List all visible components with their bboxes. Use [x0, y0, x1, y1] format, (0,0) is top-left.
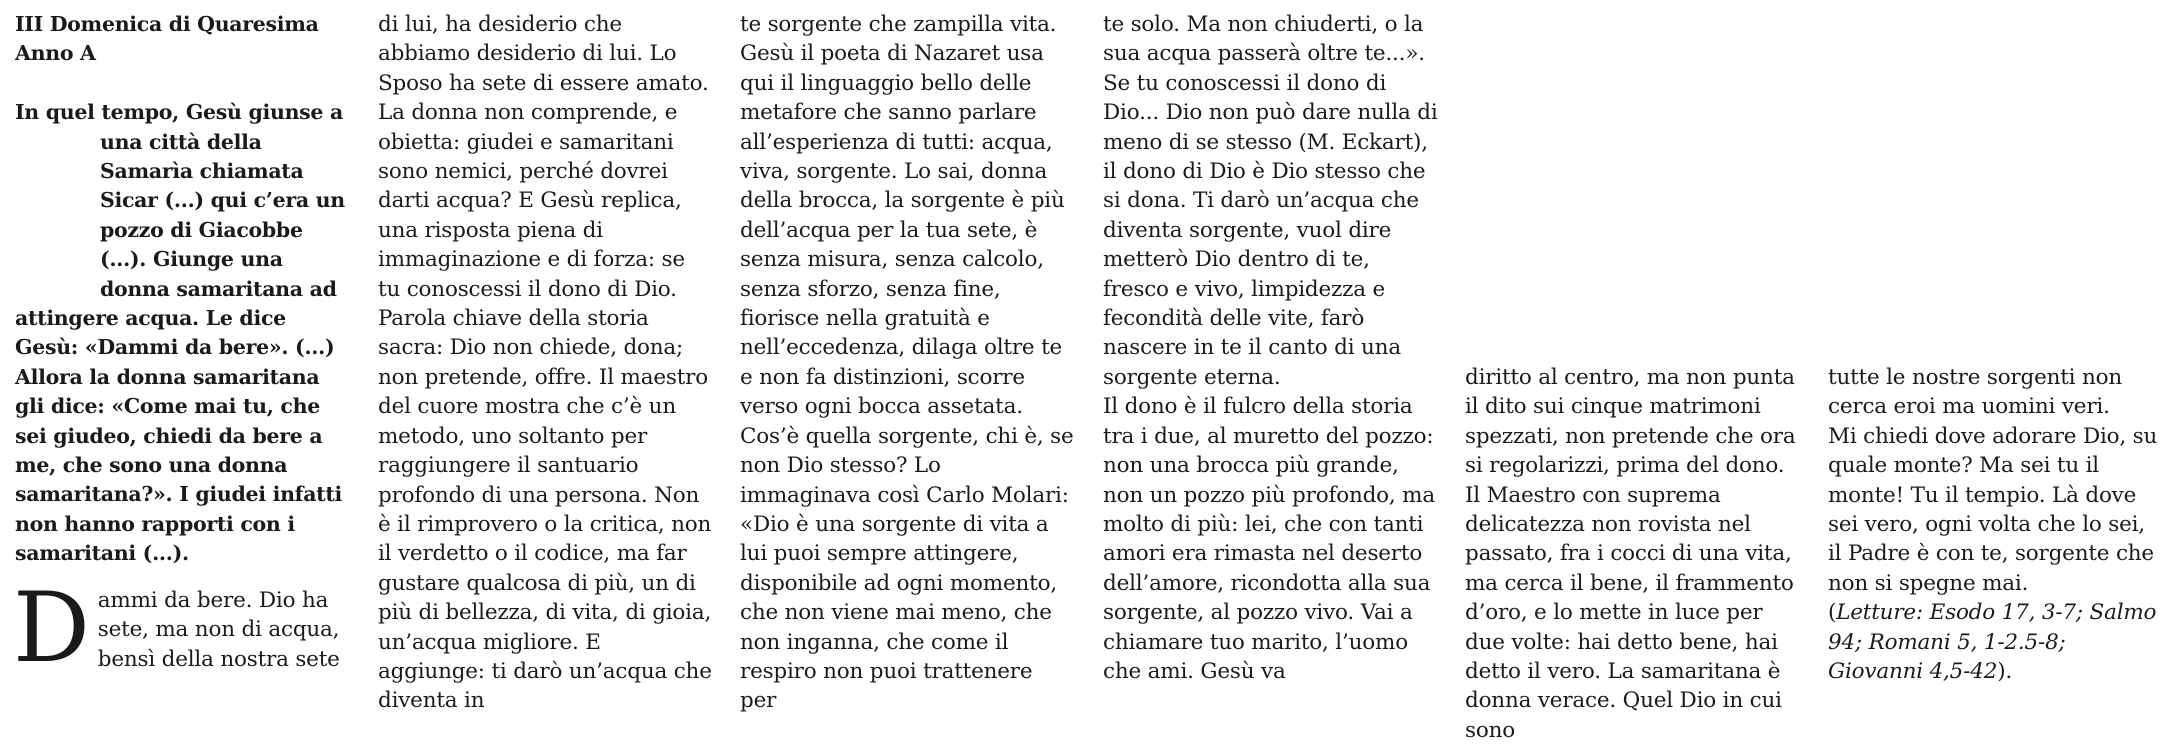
heading-line-2: Anno A	[15, 41, 96, 66]
col4-paragraph-1: te solo. Ma non chiuderti, o la sua acqua passerà oltre te...». Se tu conoscessi il dono di Dio... Dio non può dare nulla di meno di se stesso (M. Eckart), il dono di Dio è Dio stesso che si dona. Ti darò un’acqua che diventa sorgente, vuol dire metterò Dio dentro di te, fresco e vivo, limpidezza e fecondità delle vite, farò nascere in te il canto di una sorgente eterna.	[1103, 12, 1438, 390]
col3-paragraph-2: Cos’è quella sorgente, chi è, se non Dio stesso? Lo immaginava così Carlo Molari: «Dio è una sorgente di vita a lui puoi sempre attingere, disponibile ad ogni momento, che non viene mai meno, che non inganna, che come il respiro non puoi trattenere per	[740, 423, 1074, 714]
column-1	[13, 10, 345, 684]
opening-text: ammi da bere. Dio ha sete, ma non di acqua, bensì della nostra sete	[97, 587, 340, 672]
spacer	[15, 69, 345, 98]
refs-text: Letture: Esodo 17, 3-7; Salmo 94; Romani 5, 1-2.5-8; Giovanni 4,5-42	[1828, 600, 2157, 685]
gospel-rest: attingere acqua. Le dice Gesù: «Dammi da bere». (...) Allora la donna samaritana gli dice: «Come mai tu, che sei giudeo, chiedi da bere a me, che sono una donna samaritana?». I giudei infatti non hanno rapporti con i samaritani (...).	[15, 306, 342, 566]
refs-close: ).	[1997, 659, 2013, 685]
col6-paragraph-1: tutte le nostre sorgenti non cerca eroi ma uomini veri.	[1828, 365, 2123, 420]
heading-line-1: III Domenica di Quaresima	[15, 12, 319, 36]
column-6	[1828, 363, 2163, 686]
col2-text: di lui, ha desiderio che abbiamo desiderio di lui. Lo Sposo ha sete di essere amato. La donna non comprende, e obietta: giudei e samaritani sono nemici, perché dovrei darti acqua? E Gesù replica, una risposta piena di immaginazione e di forza: se tu conoscessi il dono di Dio. Parola chiave della storia sacra: Dio non chiede, dona; non pretende, offre. Il maestro del cuore mostra che c’è un metodo, uno soltanto per raggiungere il santuario profondo di una persona. Non è il rimprovero o la critica, non il verdetto o il codice, ma far gustare qualcosa di più, un di più di bellezza, di vita, di gioia, un’acqua migliore. E aggiunge: ti darò un’acqua che diventa in	[378, 12, 712, 714]
readings-reference	[1828, 598, 2163, 686]
refs-open: (	[1828, 600, 1837, 626]
gospel-first-line: In quel tempo, Gesù giunse a	[15, 100, 343, 125]
column-2	[378, 10, 713, 716]
commentary-opening	[13, 571, 345, 684]
col5-paragraph-2: Il Maestro con suprema delicatezza non rovista nel passato, fra i cocci di una vita, ma cerca il bene, il frammento d’oro, e lo mette in luce per due volte: hai detto bene, hai detto il vero. La samaritana è donna verace. Quel Dio in cui sono	[1465, 482, 1794, 743]
column-3	[740, 10, 1075, 716]
gospel-indented: una città della Samarìa chiamata Sicar (...) qui c’era un pozzo di Giacobbe (...). Giunge una donna samaritana ad	[100, 129, 345, 301]
col5-paragraph-1: diritto al centro, ma non punta il dito sui cinque matrimoni spezzati, non pretende che ora si regolarizzi, prima del dono.	[1465, 365, 1796, 479]
column-5	[1465, 363, 1800, 745]
col4-paragraph-2: Il dono è il fulcro della storia tra i due, al muretto del pozzo: non una brocca più grande, non un pozzo più profondo, ma molto di più: lei, che con tanti amori era rimasta nel deserto dell’amore, ricondotta alla sua sorgente, al pozzo vivo. Vai a chiamare tuo marito, l’uomo che ami. Gesù va	[1103, 394, 1435, 684]
column-4	[1103, 10, 1438, 686]
drop-cap: D	[13, 571, 90, 684]
col6-paragraph-2: Mi chiedi dove adorare Dio, su quale monte? Ma sei tu il monte! Tu il tempio. Là dove sei vero, ogni volta che lo sei, il Padre è con te, sorgente che non si spegne mai.	[1828, 423, 2158, 596]
col3-paragraph-1: te sorgente che zampilla vita. Gesù il poeta di Nazaret usa qui il linguaggio bello delle metafore che sanno parlare all’esperienza di tutti: acqua, viva, sorgente. Lo sai, donna della brocca, la sorgente è più dell’acqua per la tua sete, è senza misura, senza calcolo, senza sforzo, senza fine, fiorisce nella gratuità e nell’eccedenza, dilaga oltre te e non fa distinzioni, scorre verso ogni bocca assetata.	[740, 12, 1065, 420]
